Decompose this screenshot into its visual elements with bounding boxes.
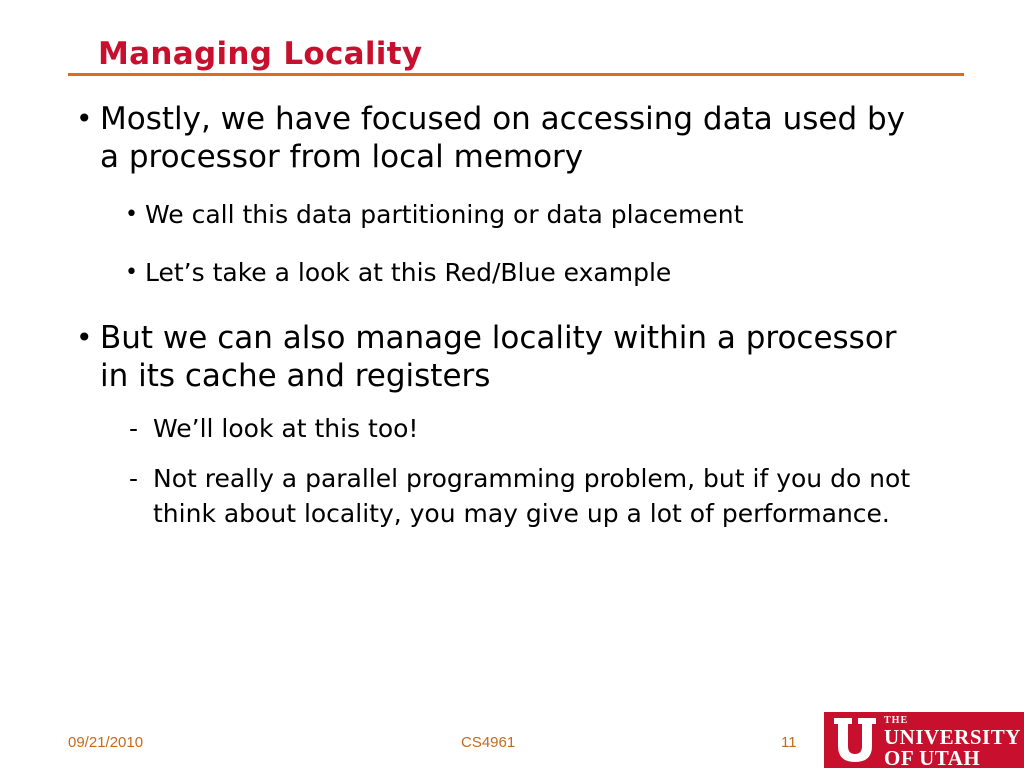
dash-marker: -	[129, 414, 139, 443]
footer-page-number: 11	[781, 734, 797, 751]
title-underline	[68, 73, 964, 76]
bullet-marker: •	[76, 321, 93, 354]
bullet-marker: •	[125, 202, 138, 227]
sub-bullet-dash	[129, 411, 953, 446]
bullet-text: But we can also manage locality within a processor in its cache and registers	[100, 320, 897, 394]
bullet-level1	[76, 319, 930, 395]
logo-line-of-utah: OF UTAH	[884, 746, 981, 770]
bullet-text: Mostly, we have focused on accessing data used by a processor from local memory	[100, 101, 906, 175]
logo-wordmark	[884, 716, 1021, 769]
block-u-logo-icon	[832, 716, 878, 764]
slide-title: Managing Locality	[98, 36, 423, 72]
bullet-marker: •	[125, 260, 138, 285]
footer-course: CS4961	[461, 734, 516, 751]
sub-bullet-dash	[129, 461, 953, 531]
bullet-marker: •	[76, 102, 93, 135]
bullet-text: We’ll look at this too!	[153, 414, 419, 443]
footer-date: 09/21/2010	[68, 734, 144, 751]
bullet-level2	[125, 199, 965, 231]
logo-line-university: UNIVERSITY	[884, 725, 1021, 749]
logo-line-the: THE	[884, 715, 909, 726]
bullet-level2	[125, 257, 965, 289]
bullet-text: Let’s take a look at this Red/Blue example	[145, 258, 672, 287]
bullet-level1	[76, 100, 930, 176]
bullet-text: Not really a parallel programming problem, but if you do not think about locality, you may give up a lot of performance.	[153, 464, 911, 528]
bullet-text: We call this data partitioning or data placement	[145, 200, 744, 229]
university-logo	[824, 712, 1024, 768]
dash-marker: -	[129, 464, 139, 493]
